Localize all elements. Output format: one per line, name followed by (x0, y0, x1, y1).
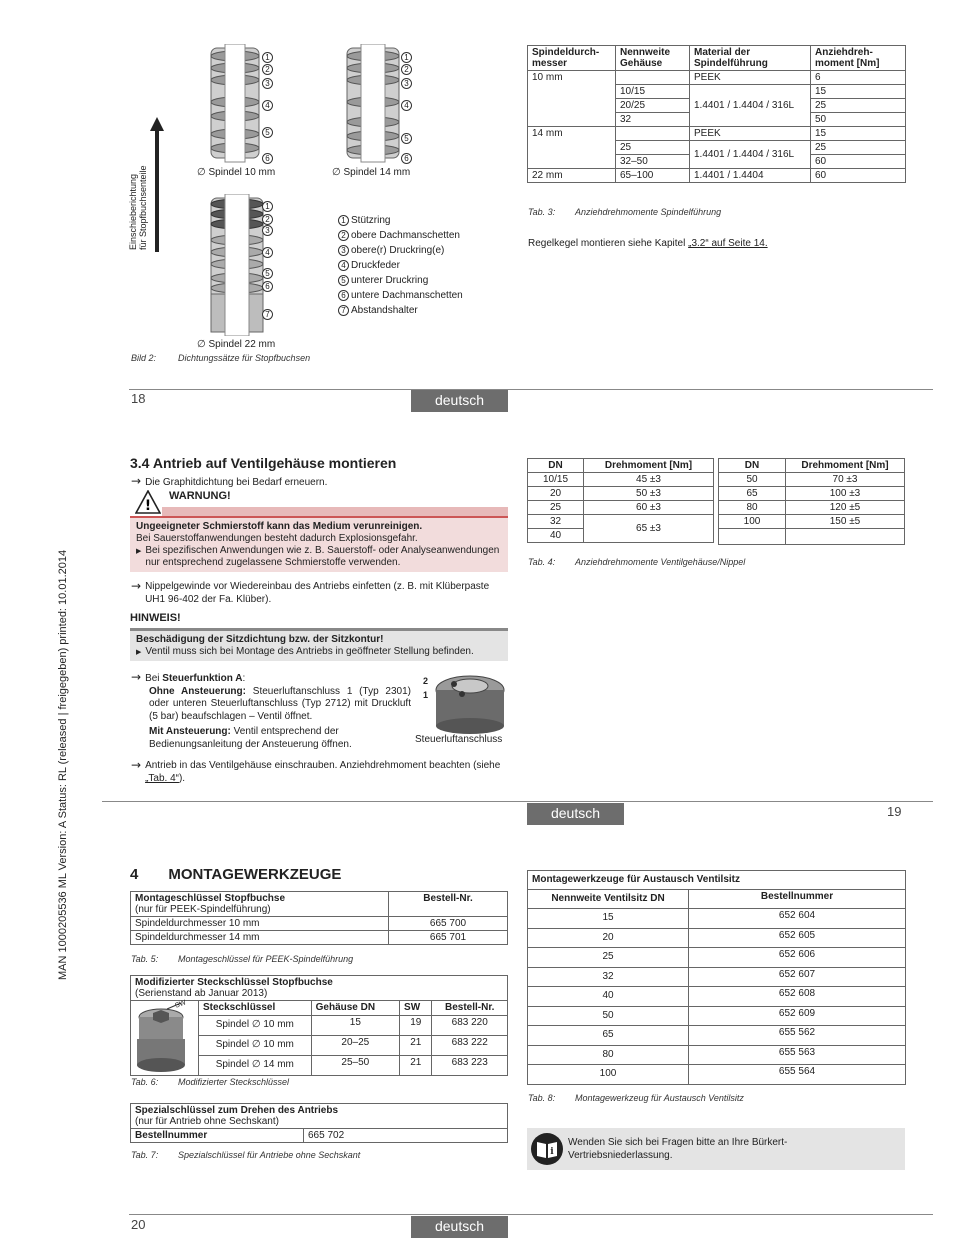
table-4-left: DN Drehmoment [Nm] 10/15 45 ±3 20 50 ±3 25 60 ±3 32 65 ±3 40 (527, 458, 714, 543)
step-control-function: → Bei Steuerfunktion A: Ohne Ansteuerung: Steuerluftanschluss 1 (Typ 2301) oder unteren Steuerluftanschluss (Typ 2712) mit Druckluft (5 bar) beaufschlagen – Ventil öffnet. Mit Ansteuerung: Ventil entsprechend der Bedienungsanleitung der Ansteuerung öffnen. (131, 670, 411, 750)
socket-wrench-image (131, 1001, 197, 1075)
tab-4-link[interactable]: „Tab. 4“ (145, 773, 179, 784)
seal-legend: 1 Stützring 2 obere Dachmanschetten 3 obere(r) Druckring(e) 4 Druckfeder 5 unterer Druckring 6 untere Dachmanschetten 7 Abstandshalter (338, 213, 463, 318)
table-7-special-key: Spezialschlüssel zum Drehen des Antriebs (nur für Antrieb ohne Sechskant) Bestellnummer 665 702 (130, 1103, 508, 1143)
step-graphite-seal: → Die Graphitdichtung bei Bedarf erneuern. (131, 474, 328, 488)
actuator-control-port-image (432, 672, 508, 734)
svg-text:i: i (550, 1147, 554, 1157)
table-4-caption: Tab. 4: Anziehdrehmomente Ventilgehäuse/Nippel (528, 557, 746, 567)
port-2-label: 2 (423, 676, 429, 686)
spindle-10-label: ∅ Spindel 10 mm (197, 167, 276, 178)
info-box: i Wenden Sie sich bei Fragen bitte an Ihre Bürkert-Vertriebsniederlassung. (527, 1128, 905, 1170)
seal-set-22mm-drawing (207, 194, 267, 336)
section-3-4-heading: 3.4 Antrieb auf Ventilgehäuse montieren (130, 455, 397, 471)
page-20-footer-rule (129, 1214, 933, 1215)
control-port-caption: Steuerluftanschluss (415, 734, 503, 745)
language-tab-20: deutsch (411, 1216, 508, 1238)
insertion-direction-arrow (150, 117, 164, 255)
hint-title: HINWEIS! (130, 612, 181, 624)
table-8-valve-seat-tools: Montagewerkzeuge für Austausch Ventilsitz Nennweite Ventilsitz DN Bestellnummer 15 652 604 20 652 605 25 652 606 32 652 607 40 652 608 50 652 609 65 655 562 80 655 563 100 655 564 (527, 870, 906, 1085)
insertion-direction-label: Einschieberichtung für Stopfbuchsenteile (128, 165, 148, 250)
table-6-socket-wrench: Modifizierter Steckschlüssel Stopfbuchse (Serienstand ab Januar 2013) SW Steckschlüssel Gehäuse DN SW Bestell-Nr. Spindel ∅ 10 mm 15 19 683 220 Spindel ∅ 10 mm 20–25 21 683 222 Spindel ∅ 14 mm 25–50 21 683 223 (130, 975, 508, 1076)
page-18-footer-rule (129, 389, 933, 390)
table-3-caption: Tab. 3: Anziehdrehmomente Spindelführung (528, 207, 722, 217)
side-print-info: MAN 1000205536 ML Version: A Status: RL (released | freigegeben) printed: 10.01.2014 (57, 549, 69, 980)
warning-block: ! WARNUNG! Ungeeigneter Schmierstoff kann das Medium verunreinigen. Bei Sauerstoffanwendungen besteht dadurch Explosionsgefahr. ▶ Bei spezifischen Anwendungen wie z. B. Sauerstoff- oder Analyseanwendungen nur entsprechend zugelassene Schmierstoffe verwenden. (130, 489, 508, 572)
table-7-caption: Tab. 7: Spezialschlüssel für Antriebe ohne Sechskant (131, 1150, 361, 1160)
port-1-label: 1 (423, 690, 429, 700)
table-6-caption: Tab. 6: Modifizierter Steckschlüssel (131, 1077, 290, 1087)
spindle-22-label: ∅ Spindel 22 mm (197, 339, 276, 350)
page-number-19: 19 (887, 804, 902, 819)
spindle-14-label: ∅ Spindel 14 mm (332, 167, 411, 178)
section-4-heading: 4 MONTAGEWERKZEUGE (130, 866, 342, 883)
table-5-mounting-key: Montageschlüssel Stopfbuchse (nur für PEEK-Spindelführung) Bestell-Nr. Spindeldurchmesser 10 mm 665 700 Spindeldurchmesser 14 mm 665 701 (130, 891, 508, 945)
seal-set-14mm-drawing (343, 44, 403, 164)
step-screw-actuator: → Antrieb in das Ventilgehäuse einschrauben. Anziehdrehmoment beachten (siehe „Tab. 4“). (131, 758, 501, 784)
table-5-caption: Tab. 5: Montageschlüssel für PEEK-Spindelführung (131, 954, 354, 964)
table-8-caption: Tab. 8: Montagewerkzeug für Austausch Ventilsitz (528, 1093, 744, 1103)
svg-text:!: ! (144, 498, 152, 514)
page-number-20: 20 (131, 1217, 146, 1232)
manual-info-icon (529, 1131, 565, 1167)
page-number-18: 18 (131, 391, 146, 406)
page-19-footer-rule (102, 801, 933, 802)
chapter-3-2-link[interactable]: „3.2“ auf Seite 14. (688, 238, 768, 249)
table-3-spindle-torque: Spindeldurch- messer Nennweite Gehäuse Material der Spindelführung Anziehdreh-moment [Nm] 10 mm PEEK 6 10/15 1.4401 / 1.4404 / 316L 15 20/25 25 32 50 14 mm PEEK 15 25 1.4401 / 1.4404 / 316L 25 32–50 60 22 mm 65–100 1.4401 / 1.4404 60 (527, 45, 906, 183)
language-tab-18: deutsch (411, 390, 508, 412)
figure-2-caption: Bild 2: Dichtungssätze für Stopfbuchsen (131, 353, 311, 363)
regelkegel-note: Regelkegel montieren siehe Kapitel „3.2“ auf Seite 14. (528, 238, 768, 249)
seal-set-10mm-drawing (205, 44, 265, 164)
table-4-right: DN Drehmoment [Nm] 50 70 ±3 65 100 ±3 80 120 ±5 100 150 ±5 (718, 458, 905, 545)
language-tab-19: deutsch (527, 803, 624, 825)
step-nippel-grease: → Nippelgewinde vor Wiedereinbau des Antriebs einfetten (z. B. mit Klüberpaste UH1 96-402 der Fa. Klüber). (131, 579, 490, 605)
hint-block: Beschädigung der Sitzdichtung bzw. der Sitzkontur! ▶ Ventil muss sich bei Montage des Antriebs in geöffneter Stellung befinden. (130, 628, 508, 661)
warning-triangle-icon (135, 490, 161, 514)
